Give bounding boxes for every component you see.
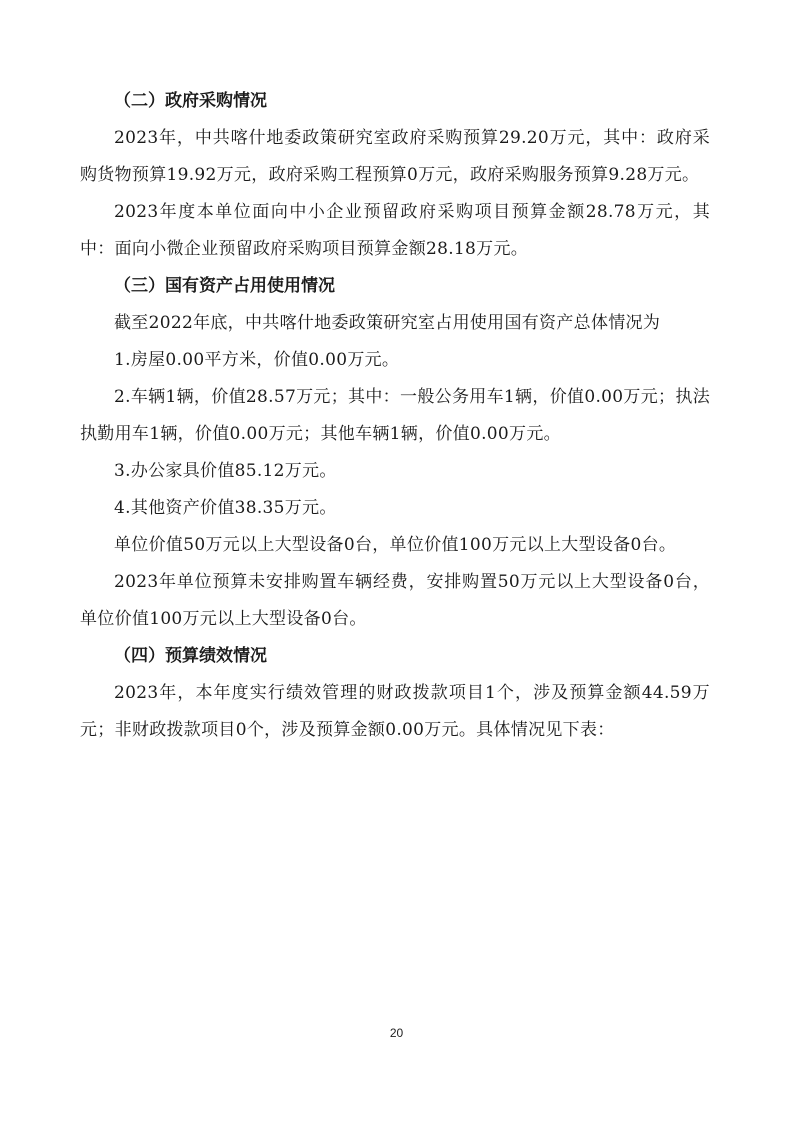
page-content	[80, 83, 710, 749]
procurement-budget-paragraph: 2023年，中共喀什地委政策研究室政府采购预算29.20万元，其中：政府采购货物预算19.92万元，政府采购工程预算0万元，政府采购服务预算9.28万元。	[80, 128, 710, 185]
section-heading-procurement: （二）政府采购情况	[114, 91, 267, 111]
section-heading-assets: （三）国有资产占用使用情况	[114, 276, 335, 296]
assets-intro-paragraph: 截至2022年底，中共喀什地委政策研究室占用使用国有资产总体情况为	[114, 313, 661, 333]
purchase-budget-paragraph: 2023年单位预算未安排购置车辆经费，安排购置50万元以上大型设备0台，单位价值100万元以上大型设备0台。	[80, 572, 710, 629]
page-number: 20	[389, 1026, 404, 1040]
large-equipment-paragraph: 单位价值50万元以上大型设备0台，单位价值100万元以上大型设备0台。	[114, 535, 677, 555]
asset-item-vehicles: 2.车辆1辆，价值28.57万元；其中：一般公务用车1辆，价值0.00万元；执法执勤用车1辆，价值0.00万元；其他车辆1辆，价值0.00万元。	[80, 387, 710, 444]
asset-item-housing: 1.房屋0.00平方米，价值0.00万元。	[114, 350, 400, 370]
asset-item-furniture: 3.办公家具价值85.12万元。	[114, 461, 337, 481]
asset-item-other: 4.其他资产价值38.35万元。	[114, 498, 337, 518]
section-heading-performance: （四）预算绩效情况	[114, 646, 267, 666]
sme-reserved-paragraph: 2023年度本单位面向中小企业预留政府采购项目预算金额28.78万元，其中：面向小微企业预留政府采购项目预算金额28.18万元。	[80, 202, 710, 259]
performance-paragraph: 2023年，本年度实行绩效管理的财政拨款项目1个，涉及预算金额44.59万元；非财政拨款项目0个，涉及预算金额0.00万元。具体情况见下表：	[80, 683, 710, 740]
